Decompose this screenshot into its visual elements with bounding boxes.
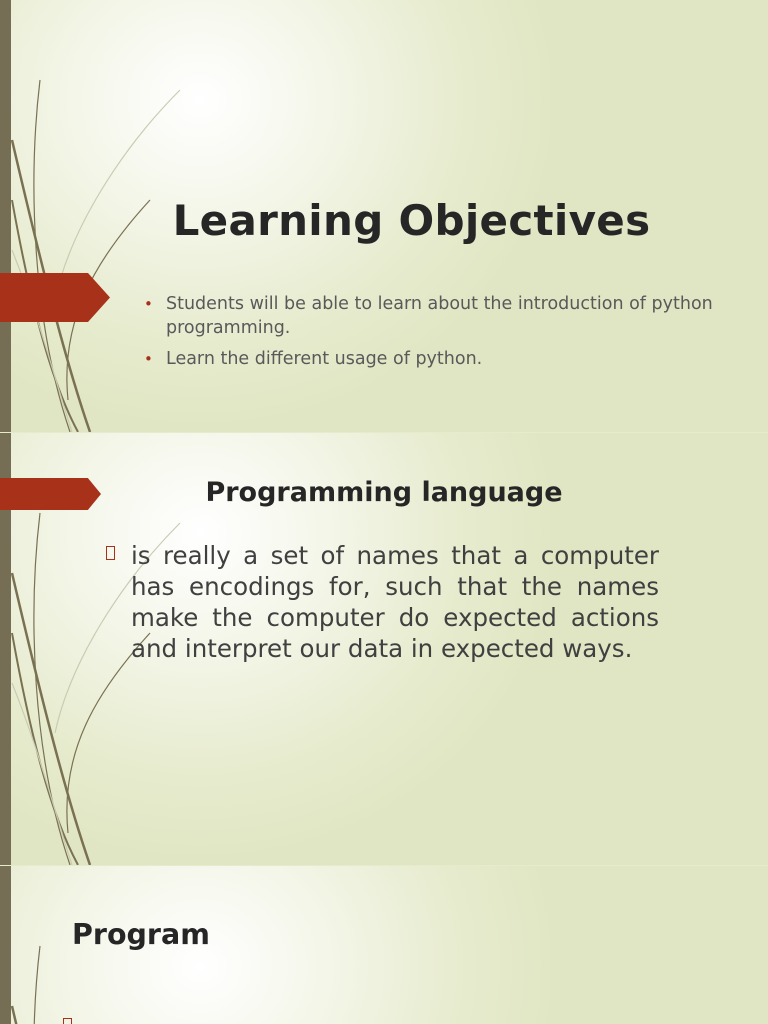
slide-title: Learning Objectives (172, 196, 651, 245)
slide-program[interactable] (0, 866, 768, 1024)
list-item (144, 292, 714, 340)
section-marker-tab (0, 273, 110, 322)
section-marker-tab (0, 478, 101, 510)
slide-title: Program (72, 918, 210, 951)
bullet-icon: • (144, 350, 153, 368)
bullet-icon: • (144, 295, 153, 313)
objectives-list (144, 292, 714, 378)
slide-learning-objectives[interactable] (0, 0, 768, 432)
list-item-text: Students will be able to learn about the introduction of python programming. (166, 294, 713, 338)
slide-title: Programming language (205, 477, 563, 508)
list-item (144, 347, 714, 371)
square-bullet-icon (106, 546, 115, 560)
definition-bullet (106, 540, 666, 664)
list-item-text: Learn the different usage of python. (166, 349, 483, 369)
square-bullet-icon (63, 1018, 72, 1024)
definition-text: is really a set of names that a computer has encodings for, such that the names make the computer do expected actions and interpret our data in expected ways. (131, 541, 659, 663)
slide-programming-language[interactable] (0, 433, 768, 865)
